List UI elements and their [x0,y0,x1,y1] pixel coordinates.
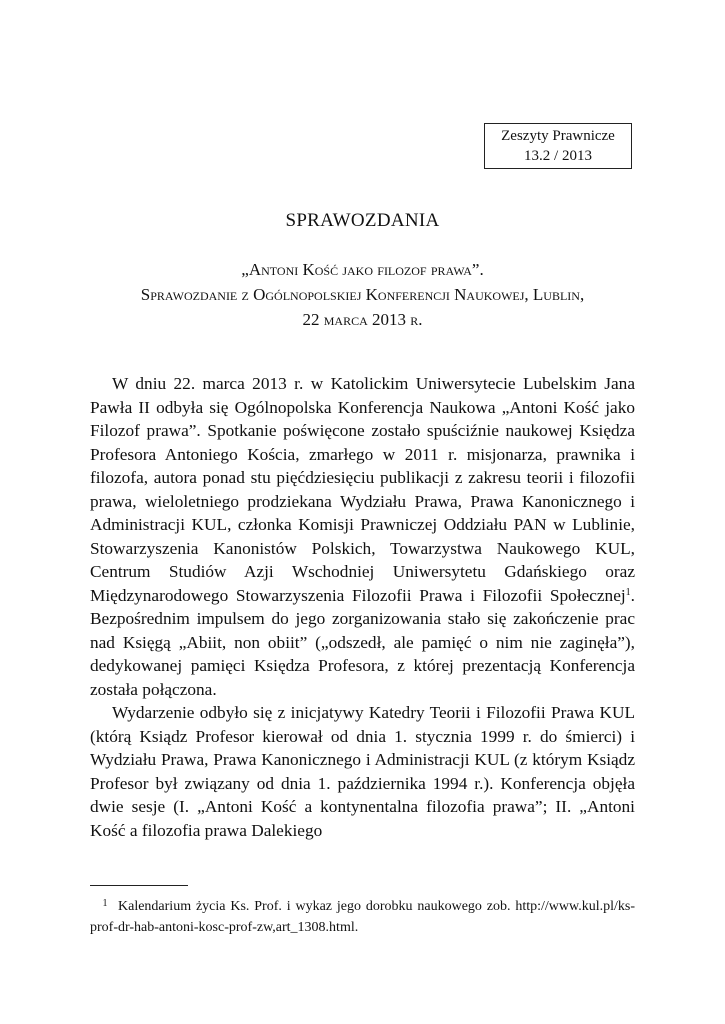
paragraph-text: . Bezpośrednim impulsem do jego zorganizowania stało się zakończenie prac nad Księgą „Abiit, non obiit” („odszedł, ale pamięć o nim nie zaginęła”), dedykowanej pamięci Księdza Profesora, z której prezentacją Konferencja została połączona. [90,585,635,699]
article-title-line: Sprawozdanie z Ogólnopolskiej Konferencji Naukowej, Lublin, [140,285,585,304]
footnote-text: Kalendarium życia Ks. Prof. i wykaz jego dorobku naukowego zob. http://www.kul.pl/ks-prof-dr-hab-antoni-kosc-prof-zw,art_1308.html. [90,899,635,935]
article-body [90,372,635,842]
article-title-line: „Antoni Kość jako filozof prawa”. [241,260,484,279]
body-paragraph: Wydarzenie odbyło się z inicjatywy Katedry Teorii i Filozofii Prawa KUL (którą Ksiądz Profesor kierował od dnia 1. stycznia 1999 r. do śmierci) i Wydziału Prawa, Prawa Kanonicznego i Administracji KUL (z którym Ksiądz Profesor był związany od dnia 1. października 1994 r.). Konferencja objęła dwie sesje (I. „Antoni Kość a kontynentalna filozofia prawa”; II. „Antoni Kość a filozofia prawa Dalekiego [90,703,635,840]
article-title-line: 22 marca 2013 r. [302,310,423,329]
journal-issue: 13.2 / 2013 [524,148,592,164]
journal-name: Zeszyty Prawnicze [501,128,615,144]
footnote-reference: 1 [625,586,631,598]
article-title [90,257,635,332]
footnote-number: 1 [102,898,108,909]
footnote [90,893,635,938]
paragraph-text: W dniu 22. marca 2013 r. w Katolickim Uniwersytecie Lubelskim Jana Pawła II odbyła się Ogólnopolska Konferencja Naukowa „Antoni Kość jako Filozof prawa”. Spotkanie poświęcone zostało spuściźnie naukowej Księdza Profesora Antoniego Kościa, zmarłego w 2011 r. misjonarza, prawnika i filozofa, autora ponad stu pięćdziesięciu publikacji z zakresu teorii i filozofii prawa, wieloletniego prodziekana Wydziału Prawa, Prawa Kanonicznego i Administracji KUL, członka Komisji Prawniczej Oddziału PAN w Lublinie, Stowarzyszenia Kanonistów Polskich, Towarzystwa Naukowego KUL, Centrum Studiów Azji Wschodniej Uniwersytetu Gdańskiego oraz Międzynarodowego Stowarzyszenia Filozofii Prawa i Filozofii Społecznej [90,374,635,605]
footnote-separator [90,885,188,886]
journal-info-box [484,123,632,169]
body-paragraph [90,372,635,701]
section-heading: SPRAWOZDANIA [285,210,440,231]
